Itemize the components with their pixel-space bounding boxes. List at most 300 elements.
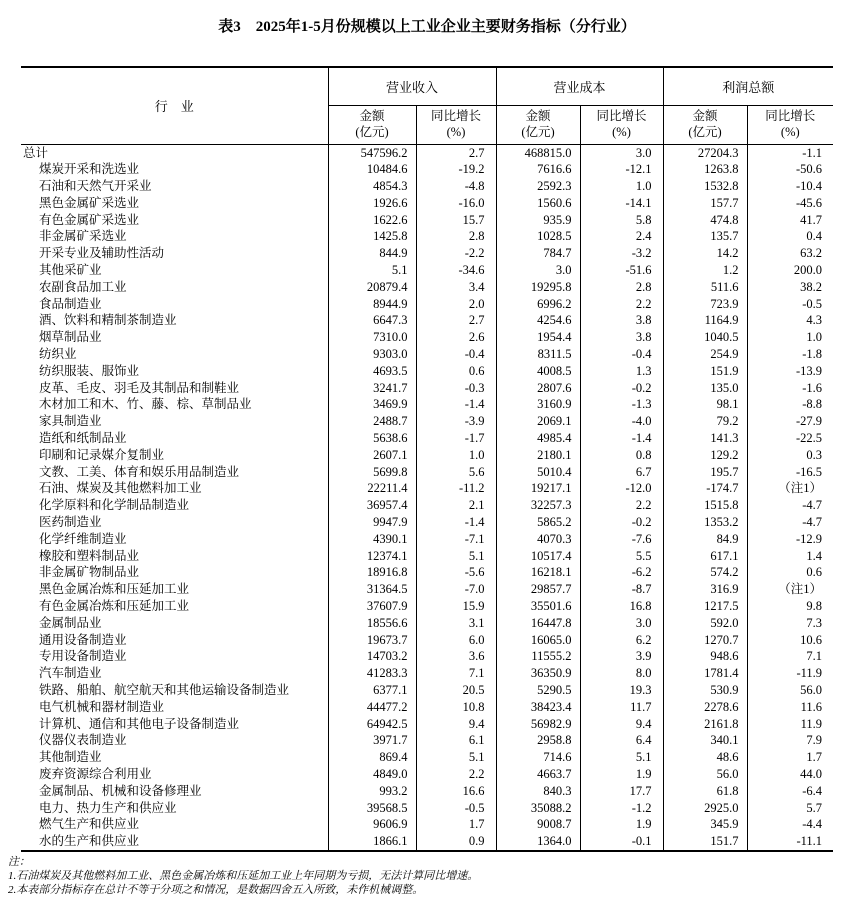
table-row bbox=[21, 800, 833, 817]
page-title: 表3 2025年1-5月份规模以上工业企业主要财务指标（分行业） bbox=[218, 19, 636, 35]
amount-cell: 2807.6 bbox=[496, 380, 580, 397]
amount-cell: 19673.7 bbox=[328, 632, 416, 649]
amount-cell: 9008.7 bbox=[496, 816, 580, 833]
table-row bbox=[21, 329, 833, 346]
amount-cell: 12374.1 bbox=[328, 548, 416, 565]
amount-cell: 151.7 bbox=[663, 833, 747, 851]
amount-cell: 1.2 bbox=[663, 262, 747, 279]
amount-cell: 151.9 bbox=[663, 363, 747, 380]
amount-cell: 2180.1 bbox=[496, 447, 580, 464]
growth-cell: （注1） bbox=[778, 481, 823, 496]
table-row bbox=[21, 363, 833, 380]
growth-cell: -4.8 bbox=[416, 178, 496, 195]
growth-cell: 9.4 bbox=[580, 716, 663, 733]
amount-cell: 9303.0 bbox=[328, 346, 416, 363]
table-row bbox=[21, 430, 833, 447]
amount-cell: 6647.3 bbox=[328, 312, 416, 329]
growth-cell: 2.2 bbox=[416, 766, 496, 783]
growth-cell: 6.2 bbox=[580, 632, 663, 649]
industry-name: 印刷和记录媒介复制业 bbox=[21, 447, 328, 464]
growth-cell: -12.9 bbox=[796, 531, 823, 546]
growth-cell: -7.6 bbox=[580, 531, 663, 548]
growth-cell: -6.4 bbox=[802, 783, 823, 798]
table-row bbox=[21, 581, 833, 598]
growth-cell: 11.7 bbox=[580, 699, 663, 716]
growth-cell: 1.0 bbox=[806, 330, 823, 345]
header-amount-line1: 金额 bbox=[692, 108, 718, 123]
amount-cell: 1164.9 bbox=[663, 312, 747, 329]
amount-cell: 1622.6 bbox=[328, 212, 416, 229]
growth-cell: 3.0 bbox=[580, 144, 663, 161]
growth-cell: 16.6 bbox=[416, 783, 496, 800]
amount-cell: 64942.5 bbox=[328, 716, 416, 733]
growth-cell: -1.4 bbox=[416, 514, 496, 531]
amount-cell: 3241.7 bbox=[328, 380, 416, 397]
amount-cell: 2278.6 bbox=[663, 699, 747, 716]
growth-cell: 41.7 bbox=[800, 212, 823, 227]
amount-cell: 592.0 bbox=[663, 615, 747, 632]
amount-cell: 1263.8 bbox=[663, 161, 747, 178]
amount-cell: 2069.1 bbox=[496, 413, 580, 430]
amount-cell: 840.3 bbox=[496, 783, 580, 800]
growth-cell: -1.4 bbox=[416, 396, 496, 413]
amount-cell: 39568.5 bbox=[328, 800, 416, 817]
industry-name: 仪器仪表制造业 bbox=[21, 732, 328, 749]
amount-cell: 37607.9 bbox=[328, 598, 416, 615]
amount-cell: 19217.1 bbox=[496, 480, 580, 497]
growth-cell: -1.6 bbox=[802, 380, 823, 395]
amount-cell: 3.0 bbox=[496, 262, 580, 279]
growth-cell: -12.1 bbox=[580, 161, 663, 178]
amount-cell: 14703.2 bbox=[328, 648, 416, 665]
amount-cell: 35088.2 bbox=[496, 800, 580, 817]
amount-cell: 2925.0 bbox=[663, 800, 747, 817]
growth-cell: -3.9 bbox=[416, 413, 496, 430]
column-header-cost-amount bbox=[496, 105, 580, 144]
amount-cell: 714.6 bbox=[496, 749, 580, 766]
header-amount-line2: (亿元) bbox=[521, 124, 555, 139]
table-row bbox=[21, 212, 833, 229]
note-item-2: 2.本表部分指标存在总计不等于分项之和情况，是数据四舍五入所致，未作机械调整。 bbox=[8, 883, 424, 896]
amount-cell: 1270.7 bbox=[663, 632, 747, 649]
industry-name: 燃气生产和供应业 bbox=[21, 816, 328, 833]
column-group-total-profit: 利润总额 bbox=[663, 67, 833, 105]
industry-name: 非金属矿采选业 bbox=[21, 228, 328, 245]
amount-cell: 723.9 bbox=[663, 296, 747, 313]
growth-cell: -50.6 bbox=[796, 162, 823, 177]
growth-cell: 0.9 bbox=[416, 833, 496, 851]
column-header-industry: 行 业 bbox=[21, 67, 328, 144]
amount-cell: 9606.9 bbox=[328, 816, 416, 833]
amount-cell: 31364.5 bbox=[328, 581, 416, 598]
growth-cell: 9.4 bbox=[416, 716, 496, 733]
growth-cell: 3.0 bbox=[580, 615, 663, 632]
table-row bbox=[21, 699, 833, 716]
growth-cell: 9.8 bbox=[806, 599, 823, 614]
amount-cell: 935.9 bbox=[496, 212, 580, 229]
header-amount-line2: (亿元) bbox=[688, 124, 722, 139]
growth-cell: 11.6 bbox=[800, 699, 823, 714]
growth-cell: -7.1 bbox=[416, 531, 496, 548]
table-row bbox=[21, 279, 833, 296]
growth-cell: -51.6 bbox=[580, 262, 663, 279]
amount-cell: 1781.4 bbox=[663, 665, 747, 682]
table-row bbox=[21, 648, 833, 665]
industry-name: 煤炭开采和洗选业 bbox=[21, 161, 328, 178]
amount-cell: 784.7 bbox=[496, 245, 580, 262]
amount-cell: 157.7 bbox=[663, 195, 747, 212]
table-row bbox=[21, 346, 833, 363]
industry-name: 其他制造业 bbox=[21, 749, 328, 766]
growth-cell: 16.8 bbox=[580, 598, 663, 615]
growth-cell: -14.1 bbox=[580, 195, 663, 212]
industry-name: 化学原料和化学制品制造业 bbox=[21, 497, 328, 514]
header-amount-line1: 金额 bbox=[359, 108, 385, 123]
table-row bbox=[21, 178, 833, 195]
growth-cell: 2.8 bbox=[416, 228, 496, 245]
industry-name: 化学纤维制造业 bbox=[21, 531, 328, 548]
amount-cell: 44477.2 bbox=[328, 699, 416, 716]
growth-cell: -11.1 bbox=[796, 834, 823, 849]
amount-cell: 3160.9 bbox=[496, 396, 580, 413]
growth-cell: 1.9 bbox=[580, 766, 663, 783]
growth-cell: 5.7 bbox=[806, 800, 823, 815]
growth-cell: 5.8 bbox=[580, 212, 663, 229]
growth-cell: 15.9 bbox=[416, 598, 496, 615]
growth-cell: 2.0 bbox=[416, 296, 496, 313]
amount-cell: 29857.7 bbox=[496, 581, 580, 598]
growth-cell: -16.0 bbox=[416, 195, 496, 212]
amount-cell: 16447.8 bbox=[496, 615, 580, 632]
growth-cell: -4.4 bbox=[802, 817, 823, 832]
amount-cell: 1028.5 bbox=[496, 228, 580, 245]
amount-cell: 10484.6 bbox=[328, 161, 416, 178]
growth-cell: 19.3 bbox=[580, 682, 663, 699]
industry-name: 总计 bbox=[21, 144, 328, 161]
table-row bbox=[21, 447, 833, 464]
amount-cell: 98.1 bbox=[663, 396, 747, 413]
growth-cell: 0.6 bbox=[806, 565, 823, 580]
growth-cell: 1.7 bbox=[416, 816, 496, 833]
growth-cell: 3.6 bbox=[416, 648, 496, 665]
table-header bbox=[21, 67, 833, 144]
table-row bbox=[21, 783, 833, 800]
growth-cell: -1.2 bbox=[580, 800, 663, 817]
industry-name: 开采专业及辅助性活动 bbox=[21, 245, 328, 262]
table-row bbox=[21, 833, 833, 851]
growth-cell: -16.5 bbox=[796, 464, 823, 479]
amount-cell: 9947.9 bbox=[328, 514, 416, 531]
growth-cell: -7.0 bbox=[416, 581, 496, 598]
growth-cell: -4.7 bbox=[802, 498, 823, 513]
table-row bbox=[21, 615, 833, 632]
header-growth-line2: (%) bbox=[780, 124, 800, 139]
growth-cell: 38.2 bbox=[800, 279, 823, 294]
growth-cell: 1.3 bbox=[580, 363, 663, 380]
growth-cell: -45.6 bbox=[796, 195, 823, 210]
growth-cell: -27.9 bbox=[796, 414, 823, 429]
industry-name: 酒、饮料和精制茶制造业 bbox=[21, 312, 328, 329]
industry-name: 黑色金属冶炼和压延加工业 bbox=[21, 581, 328, 598]
growth-cell: 6.1 bbox=[416, 732, 496, 749]
industry-name: 家具制造业 bbox=[21, 413, 328, 430]
column-header-profit-amount bbox=[663, 105, 747, 144]
growth-cell: -1.8 bbox=[802, 347, 823, 362]
growth-cell: -6.2 bbox=[580, 564, 663, 581]
amount-cell: 530.9 bbox=[663, 682, 747, 699]
amount-cell: 38423.4 bbox=[496, 699, 580, 716]
amount-cell: 6996.2 bbox=[496, 296, 580, 313]
growth-cell: 8.0 bbox=[580, 665, 663, 682]
industry-name: 电力、热力生产和供应业 bbox=[21, 800, 328, 817]
table-row bbox=[21, 161, 833, 178]
amount-cell: 7616.6 bbox=[496, 161, 580, 178]
amount-cell: 41283.3 bbox=[328, 665, 416, 682]
amount-cell: 1364.0 bbox=[496, 833, 580, 851]
amount-cell: 8311.5 bbox=[496, 346, 580, 363]
growth-cell: 3.8 bbox=[580, 312, 663, 329]
table-row bbox=[21, 195, 833, 212]
growth-cell: 2.4 bbox=[580, 228, 663, 245]
amount-cell: 316.9 bbox=[663, 581, 747, 598]
growth-cell: 5.5 bbox=[580, 548, 663, 565]
amount-cell: 16218.1 bbox=[496, 564, 580, 581]
column-header-profit-growth bbox=[747, 105, 833, 144]
growth-cell: 1.0 bbox=[580, 178, 663, 195]
industry-name: 通用设备制造业 bbox=[21, 632, 328, 649]
amount-cell: 27204.3 bbox=[663, 144, 747, 161]
table-row bbox=[21, 766, 833, 783]
growth-cell: 15.7 bbox=[416, 212, 496, 229]
growth-cell: 2.2 bbox=[580, 296, 663, 313]
header-growth-line2: (%) bbox=[446, 124, 466, 139]
amount-cell: 993.2 bbox=[328, 783, 416, 800]
growth-cell: 2.7 bbox=[416, 312, 496, 329]
growth-cell: 6.4 bbox=[580, 732, 663, 749]
amount-cell: 14.2 bbox=[663, 245, 747, 262]
header-group-row bbox=[21, 67, 833, 105]
amount-cell: 948.6 bbox=[663, 648, 747, 665]
table-row bbox=[21, 682, 833, 699]
growth-cell: -0.2 bbox=[580, 380, 663, 397]
table-row bbox=[21, 514, 833, 531]
amount-cell: 36350.9 bbox=[496, 665, 580, 682]
industry-name: 石油和天然气开采业 bbox=[21, 178, 328, 195]
table-row bbox=[21, 396, 833, 413]
growth-cell: -0.5 bbox=[802, 296, 823, 311]
growth-cell: 3.9 bbox=[580, 648, 663, 665]
growth-cell: -0.3 bbox=[416, 380, 496, 397]
industry-name: 废弃资源综合利用业 bbox=[21, 766, 328, 783]
header-growth-line1: 同比增长 bbox=[765, 108, 816, 123]
industry-name: 有色金属矿采选业 bbox=[21, 212, 328, 229]
financial-indicators-table bbox=[21, 66, 833, 852]
growth-cell: 1.4 bbox=[806, 548, 823, 563]
industry-name: 电气机械和器材制造业 bbox=[21, 699, 328, 716]
growth-cell: 10.8 bbox=[416, 699, 496, 716]
growth-cell: -0.4 bbox=[416, 346, 496, 363]
growth-cell: -1.7 bbox=[416, 430, 496, 447]
growth-cell: 17.7 bbox=[580, 783, 663, 800]
amount-cell: 468815.0 bbox=[496, 144, 580, 161]
amount-cell: 340.1 bbox=[663, 732, 747, 749]
amount-cell: 48.6 bbox=[663, 749, 747, 766]
growth-cell: -1.4 bbox=[580, 430, 663, 447]
table-row bbox=[21, 245, 833, 262]
table-row bbox=[21, 598, 833, 615]
footnotes bbox=[8, 855, 854, 897]
growth-cell: -2.2 bbox=[416, 245, 496, 262]
growth-cell: 7.1 bbox=[416, 665, 496, 682]
amount-cell: 8944.9 bbox=[328, 296, 416, 313]
table-row bbox=[21, 312, 833, 329]
growth-cell: 2.8 bbox=[580, 279, 663, 296]
growth-cell: 7.3 bbox=[806, 615, 823, 630]
table-row bbox=[21, 632, 833, 649]
industry-name: 皮革、毛皮、羽毛及其制品和制鞋业 bbox=[21, 380, 328, 397]
amount-cell: 16065.0 bbox=[496, 632, 580, 649]
table-row bbox=[21, 816, 833, 833]
column-group-operating-revenue: 营业收入 bbox=[328, 67, 496, 105]
amount-cell: 3971.7 bbox=[328, 732, 416, 749]
industry-name: 纺织业 bbox=[21, 346, 328, 363]
amount-cell: 1954.4 bbox=[496, 329, 580, 346]
amount-cell: 195.7 bbox=[663, 464, 747, 481]
industry-name: 水的生产和供应业 bbox=[21, 833, 328, 851]
growth-cell: 5.6 bbox=[416, 464, 496, 481]
amount-cell: 1926.6 bbox=[328, 195, 416, 212]
amount-cell: 1353.2 bbox=[663, 514, 747, 531]
growth-cell: 56.0 bbox=[800, 683, 823, 697]
amount-cell: 4693.5 bbox=[328, 363, 416, 380]
growth-cell: -4.7 bbox=[802, 515, 823, 530]
amount-cell: 1532.8 bbox=[663, 178, 747, 195]
amount-cell: 4070.3 bbox=[496, 531, 580, 548]
growth-cell: 11.9 bbox=[800, 716, 823, 731]
amount-cell: -174.7 bbox=[663, 480, 747, 497]
amount-cell: 3469.9 bbox=[328, 396, 416, 413]
growth-cell: 7.1 bbox=[806, 649, 823, 664]
column-header-cost-growth bbox=[580, 105, 663, 144]
amount-cell: 5.1 bbox=[328, 262, 416, 279]
growth-cell: -12.0 bbox=[580, 480, 663, 497]
growth-cell: 1.0 bbox=[416, 447, 496, 464]
growth-cell: 7.9 bbox=[806, 733, 823, 748]
growth-cell: 1.7 bbox=[806, 750, 823, 765]
growth-cell: 3.1 bbox=[416, 615, 496, 632]
amount-cell: 20879.4 bbox=[328, 279, 416, 296]
growth-cell: 20.5 bbox=[416, 682, 496, 699]
amount-cell: 1217.5 bbox=[663, 598, 747, 615]
growth-cell: 5.1 bbox=[416, 749, 496, 766]
industry-name: 专用设备制造业 bbox=[21, 648, 328, 665]
industry-name: 铁路、船舶、航空航天和其他运输设备制造业 bbox=[21, 682, 328, 699]
amount-cell: 4008.5 bbox=[496, 363, 580, 380]
growth-cell: -11.2 bbox=[416, 480, 496, 497]
table-row bbox=[21, 732, 833, 749]
table-row bbox=[21, 464, 833, 481]
amount-cell: 574.2 bbox=[663, 564, 747, 581]
industry-name: 文教、工美、体育和娱乐用品制造业 bbox=[21, 464, 328, 481]
industry-name: 医药制造业 bbox=[21, 514, 328, 531]
header-amount-line2: (亿元) bbox=[355, 124, 389, 139]
amount-cell: 84.9 bbox=[663, 531, 747, 548]
table-row bbox=[21, 531, 833, 548]
industry-name: 农副食品加工业 bbox=[21, 279, 328, 296]
industry-name: 烟草制品业 bbox=[21, 329, 328, 346]
growth-cell: 0.4 bbox=[806, 229, 823, 244]
growth-cell: 0.3 bbox=[806, 447, 823, 462]
industry-name: 非金属矿物制品业 bbox=[21, 564, 328, 581]
amount-cell: 4254.6 bbox=[496, 312, 580, 329]
amount-cell: 1866.1 bbox=[328, 833, 416, 851]
amount-cell: 345.9 bbox=[663, 816, 747, 833]
amount-cell: 511.6 bbox=[663, 279, 747, 296]
industry-name: 造纸和纸制品业 bbox=[21, 430, 328, 447]
amount-cell: 5699.8 bbox=[328, 464, 416, 481]
amount-cell: 18556.6 bbox=[328, 615, 416, 632]
growth-cell: 6.7 bbox=[580, 464, 663, 481]
amount-cell: 617.1 bbox=[663, 548, 747, 565]
industry-name: 木材加工和木、竹、藤、棕、草制品业 bbox=[21, 396, 328, 413]
amount-cell: 4854.3 bbox=[328, 178, 416, 195]
growth-cell: -13.9 bbox=[796, 363, 823, 378]
growth-cell: -11.9 bbox=[796, 666, 823, 681]
industry-name: 食品制造业 bbox=[21, 296, 328, 313]
amount-cell: 79.2 bbox=[663, 413, 747, 430]
table-body bbox=[21, 144, 833, 851]
growth-cell: 3.8 bbox=[580, 329, 663, 346]
amount-cell: 844.9 bbox=[328, 245, 416, 262]
growth-cell: 5.1 bbox=[416, 548, 496, 565]
amount-cell: 254.9 bbox=[663, 346, 747, 363]
notes-label: 注： bbox=[8, 855, 30, 868]
industry-name: 金属制品业 bbox=[21, 615, 328, 632]
header-amount-line1: 金额 bbox=[525, 108, 551, 123]
amount-cell: 35501.6 bbox=[496, 598, 580, 615]
growth-cell: -1.3 bbox=[580, 396, 663, 413]
growth-cell: 1.9 bbox=[580, 816, 663, 833]
table-row bbox=[21, 480, 833, 497]
growth-cell: 0.8 bbox=[580, 447, 663, 464]
industry-name: 计算机、通信和其他电子设备制造业 bbox=[21, 716, 328, 733]
growth-cell: 2.6 bbox=[416, 329, 496, 346]
industry-name: 橡胶和塑料制品业 bbox=[21, 548, 328, 565]
header-growth-line1: 同比增长 bbox=[431, 108, 482, 123]
header-growth-line1: 同比增长 bbox=[596, 108, 647, 123]
growth-cell: 10.6 bbox=[800, 632, 823, 647]
table-row bbox=[21, 380, 833, 397]
growth-cell: 44.0 bbox=[800, 766, 823, 781]
table-row bbox=[21, 228, 833, 245]
column-group-operating-cost: 营业成本 bbox=[496, 67, 663, 105]
table-row bbox=[21, 716, 833, 733]
table-row bbox=[21, 749, 833, 766]
table-row bbox=[21, 144, 833, 161]
table-row bbox=[21, 665, 833, 682]
table-row bbox=[21, 548, 833, 565]
column-header-revenue-amount bbox=[328, 105, 416, 144]
growth-cell: -5.6 bbox=[416, 564, 496, 581]
growth-cell: 63.2 bbox=[800, 246, 823, 261]
amount-cell: 5865.2 bbox=[496, 514, 580, 531]
growth-cell: 0.6 bbox=[416, 363, 496, 380]
amount-cell: 129.2 bbox=[663, 447, 747, 464]
growth-cell: -8.7 bbox=[580, 581, 663, 598]
amount-cell: 4849.0 bbox=[328, 766, 416, 783]
amount-cell: 18916.8 bbox=[328, 564, 416, 581]
amount-cell: 7310.0 bbox=[328, 329, 416, 346]
